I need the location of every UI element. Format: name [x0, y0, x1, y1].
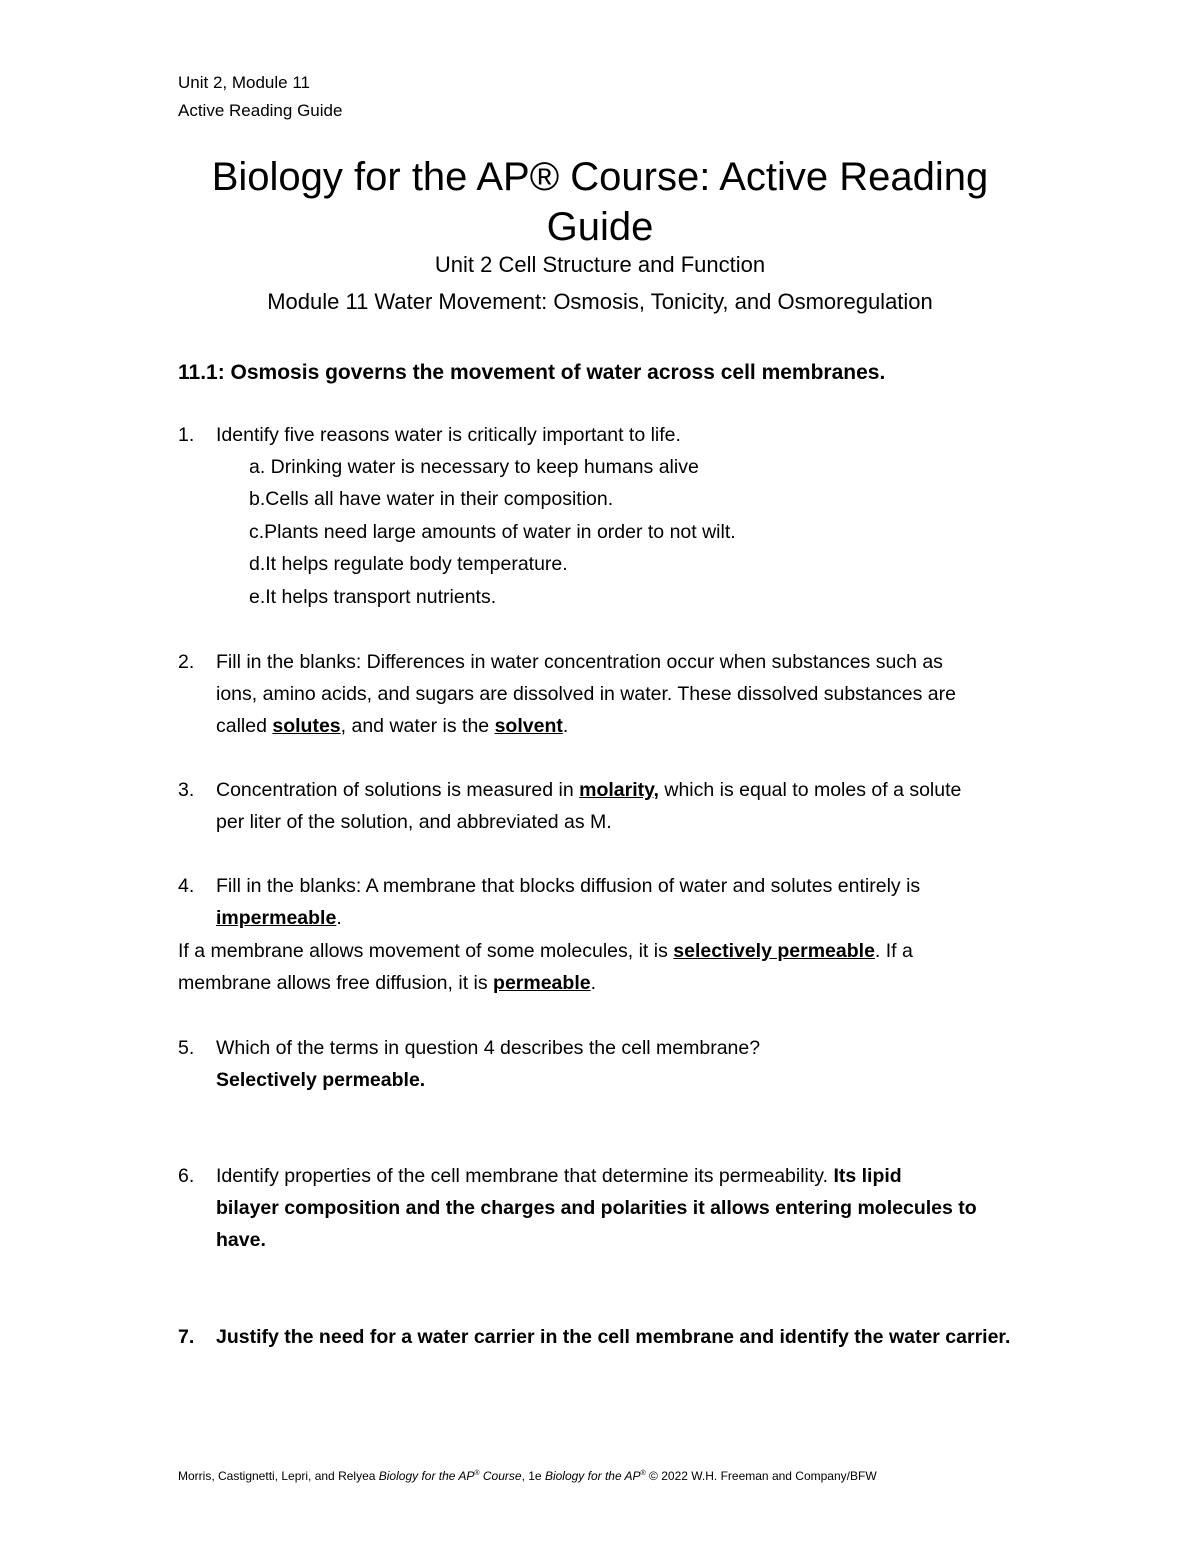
q6-answer-start: Its lipid: [833, 1165, 902, 1187]
q4-text: If a membrane allows movement of some molecules, it is: [178, 940, 674, 962]
footer-citation: [178, 1466, 877, 1484]
q2-line2: ions, amino acids, and sugars are dissolved in water. These dissolved substances are: [216, 683, 956, 705]
q4-number: 4.: [178, 875, 195, 897]
q1-answer-d: d.It helps regulate body temperature.: [249, 553, 568, 575]
q4-line4: [178, 970, 596, 996]
header-unit-module: Unit 2, Module 11: [178, 73, 310, 92]
unit-subtitle: Unit 2 Cell Structure and Function: [434, 252, 766, 277]
footer-book-title-2: Biology for the AP: [544, 1469, 641, 1483]
q7-number: 7.: [178, 1326, 195, 1348]
q5-answer: Selectively permeable.: [216, 1069, 426, 1091]
section-heading: 11.1: Osmosis governs the movement of water across cell membranes.: [178, 361, 886, 384]
page-title-line2: Guide: [546, 205, 654, 249]
q3-text: which is equal to moles of a solute: [658, 779, 962, 801]
q4-text: . If a: [874, 940, 913, 962]
footer-edition: , 1e: [521, 1469, 545, 1483]
q6-prompt: Identify properties of the cell membrane that determine its permeability.: [216, 1165, 834, 1187]
q4-line3: [178, 938, 913, 964]
module-subtitle: Module 11 Water Movement: Osmosis, Tonicity, and Osmoregulation: [267, 289, 933, 314]
q4-text: .: [590, 972, 597, 994]
footer-copyright: © 2022 W.H. Freeman and Company/BFW: [645, 1469, 877, 1483]
footer-registered-mark-2: ®: [640, 1470, 646, 1477]
q2-blank-solvent: solvent: [494, 715, 563, 737]
q6-line1: [216, 1163, 902, 1189]
q1-number: 1.: [178, 424, 195, 446]
q7-prompt: Justify the need for a water carrier in the cell membrane and identify the water carrier.: [216, 1326, 1011, 1348]
q4-text: .: [336, 907, 342, 929]
q4-blank-selectively-permeable: selectively permeable: [673, 940, 875, 962]
q2-line1: Fill in the blanks: Differences in water concentration occur when substances such as: [216, 651, 943, 673]
q6-answer-line2: bilayer composition and the charges and polarities it allows entering molecules to: [216, 1197, 977, 1219]
q2-text: , and water is the: [340, 715, 495, 737]
q1-answer-b: b.Cells all have water in their composition.: [249, 488, 614, 510]
q6-answer-line3: have.: [216, 1229, 266, 1251]
q2-line3: [216, 713, 568, 739]
q2-blank-solutes: solutes: [272, 715, 341, 737]
q5-number: 5.: [178, 1037, 195, 1059]
q1-answer-c: c.Plants need large amounts of water in order to not wilt.: [249, 521, 736, 543]
q3-blank-molarity: molarity,: [579, 779, 659, 801]
footer-authors: Morris, Castignetti, Lepri, and Relyea: [178, 1469, 379, 1483]
footer-book-title: Biology for the AP: [378, 1469, 475, 1483]
page-title-line1: Biology for the AP® Course: Active Reading: [211, 155, 989, 199]
q1-prompt: Identify five reasons water is critically important to life.: [216, 424, 681, 446]
q3-line1: [216, 777, 961, 803]
q4-blank-impermeable: impermeable: [216, 907, 337, 929]
q4-text: membrane allows free diffusion, it is: [178, 972, 494, 994]
footer-registered-mark: ®: [474, 1470, 480, 1477]
q6-number: 6.: [178, 1165, 195, 1187]
header-guide-type: Active Reading Guide: [178, 101, 343, 120]
q4-line1: Fill in the blanks: A membrane that blocks diffusion of water and solutes entirely is: [216, 875, 921, 897]
q4-blank-permeable: permeable: [493, 972, 591, 994]
q4-line2: [216, 905, 342, 931]
q2-text: .: [562, 715, 569, 737]
q1-answer-a: a. Drinking water is necessary to keep humans alive: [249, 456, 699, 478]
q3-text: Concentration of solutions is measured in: [216, 779, 580, 801]
q2-text: called: [216, 715, 273, 737]
q5-prompt: Which of the terms in question 4 describes the cell membrane?: [216, 1037, 761, 1059]
q1-answer-e: e.It helps transport nutrients.: [249, 586, 497, 608]
footer-book-title-rest: Course: [479, 1469, 522, 1483]
q2-number: 2.: [178, 651, 195, 673]
q3-line2: per liter of the solution, and abbreviated as M.: [216, 811, 612, 833]
q3-number: 3.: [178, 779, 195, 801]
